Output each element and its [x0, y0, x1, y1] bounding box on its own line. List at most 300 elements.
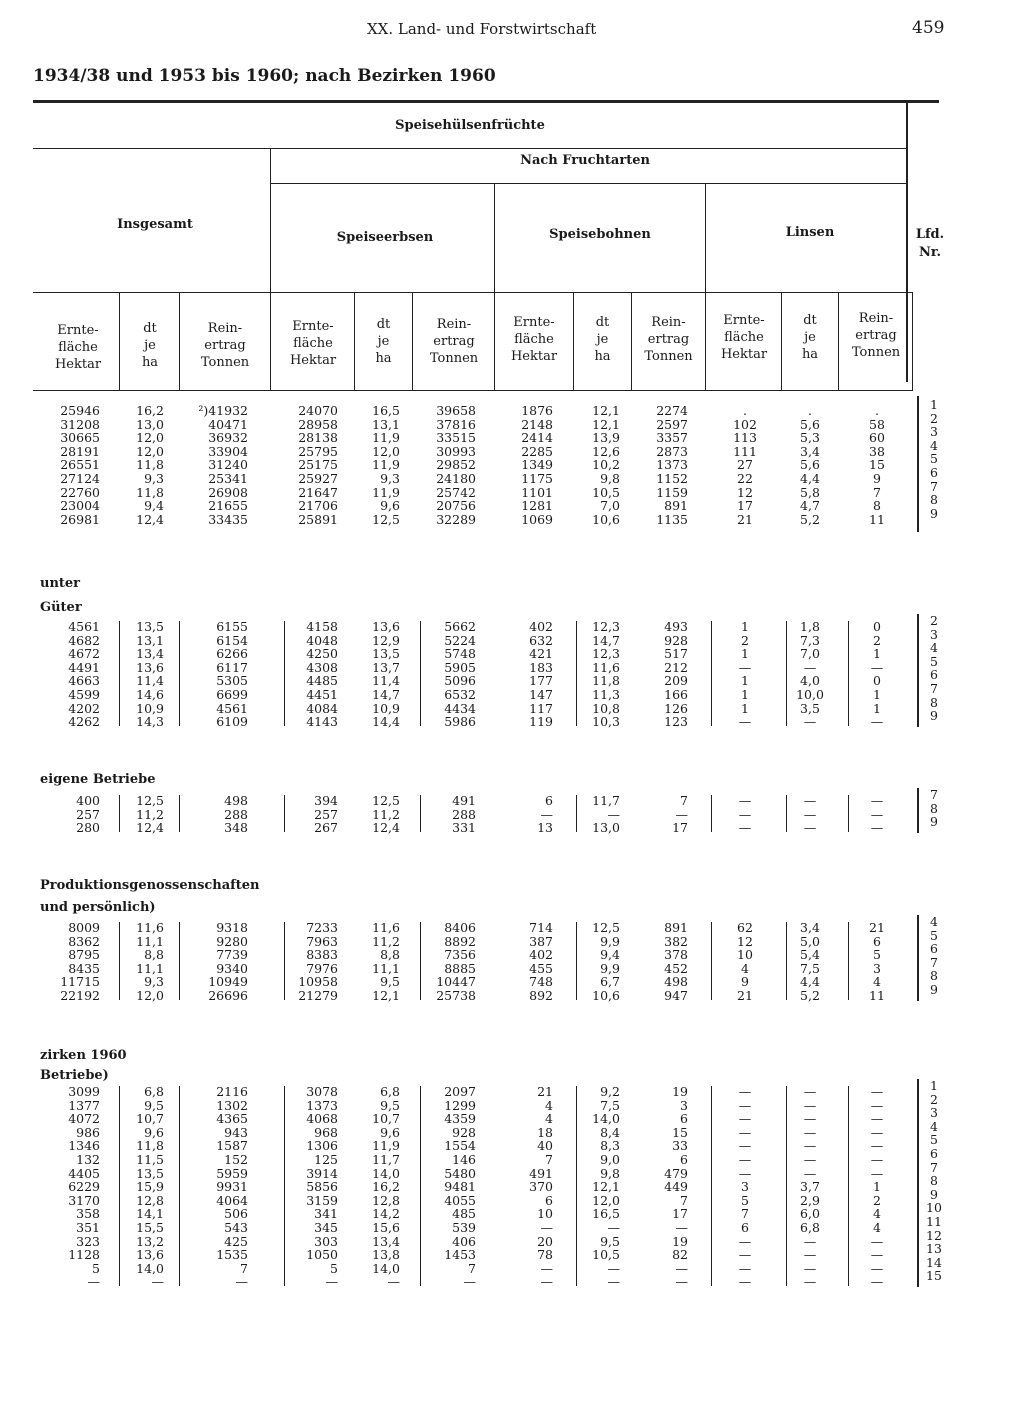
row-number: 12 — [926, 1227, 942, 1243]
table-cell: 4451 — [306, 687, 338, 702]
table-cell: 1587 — [216, 1138, 248, 1154]
table-cell: 14,6 — [136, 687, 164, 702]
table-cell: 12,4 — [136, 511, 164, 527]
table-cell: 370 — [529, 1179, 553, 1195]
table-cell: 21647 — [298, 484, 338, 500]
table-cell: 10,5 — [592, 1247, 620, 1263]
table-cell: 632 — [529, 632, 553, 648]
table-cell: 9,8 — [600, 1165, 620, 1181]
table-cell: 12,0 — [136, 988, 164, 1003]
table-cell: 25341 — [208, 471, 248, 486]
table-cell: 6109 — [216, 714, 248, 730]
table-cell: 539 — [452, 1220, 476, 1235]
table-cell: 6 — [680, 1152, 688, 1167]
table-cell: 7976 — [306, 960, 338, 976]
row-number: 5 — [930, 451, 938, 467]
table-cell: 1554 — [444, 1138, 476, 1154]
table-cell: 303 — [314, 1233, 338, 1249]
table-cell: — — [803, 793, 817, 808]
table-cell: 4 — [545, 1111, 553, 1127]
table-cell: 10447 — [436, 974, 476, 990]
table-cell: 119 — [529, 714, 553, 730]
table-cell: 4561 — [68, 619, 100, 634]
table-cell: 6,7 — [600, 974, 620, 990]
col-heading-area: Ernte- fläche Hektar — [720, 313, 768, 362]
table-cell: 5959 — [216, 1165, 248, 1181]
table-cell: 3099 — [68, 1084, 100, 1099]
table-cell: — — [738, 1165, 752, 1181]
table-cell: 452 — [664, 960, 688, 976]
table-cell: 13,6 — [372, 619, 400, 634]
table-cell: — — [870, 1111, 884, 1127]
table-cell: 378 — [664, 947, 688, 963]
row-number: 4 — [930, 1118, 938, 1134]
table-cell: 22 — [737, 471, 753, 486]
table-cell: 14,1 — [136, 1206, 164, 1222]
table-cell: 11,2 — [136, 806, 164, 822]
table-cell: 11,6 — [372, 920, 400, 935]
table-cell: 387 — [529, 933, 553, 949]
table-cell: . — [808, 403, 812, 418]
row-number: 6 — [930, 1146, 938, 1161]
table-cell: 9931 — [216, 1179, 248, 1195]
table-cell: 2097 — [444, 1084, 476, 1099]
table-cell: — — [870, 1084, 884, 1099]
col-heading-total: Rein- ertrag Tonnen — [200, 321, 250, 370]
table-cell: 9 — [741, 974, 749, 990]
table-cell: 402 — [529, 947, 553, 963]
row-number: 7 — [930, 954, 938, 970]
group-nach-fruchtarten: Nach Fruchtarten — [520, 153, 650, 168]
table-cell: 0 — [873, 673, 881, 689]
table-cell: 7,3 — [800, 632, 820, 648]
table-cell: 11,9 — [372, 430, 400, 446]
row-number: 3 — [930, 626, 938, 642]
table-cell: — — [803, 1233, 817, 1249]
table-cell: 6,8 — [380, 1084, 400, 1099]
table-cell: 9,3 — [144, 471, 164, 486]
table-cell: 10,0 — [796, 687, 824, 702]
table-cell: 1373 — [656, 457, 688, 473]
table-cell: — — [803, 1165, 817, 1181]
table-cell: — — [870, 806, 884, 822]
table-cell: 1876 — [521, 403, 553, 418]
table-cell: 2597 — [656, 416, 688, 432]
table-cell: 5 — [92, 1260, 100, 1276]
table-cell: — — [803, 1084, 817, 1099]
table-cell: 2116 — [216, 1084, 248, 1099]
table-cell: 8 — [873, 498, 881, 514]
table-cell: 13,4 — [372, 1233, 400, 1249]
table-cell: 9,3 — [144, 974, 164, 990]
table-cell: 288 — [452, 806, 476, 822]
table-cell: 12 — [737, 484, 753, 500]
table-cell: 37816 — [436, 416, 476, 432]
table-cell: 18 — [537, 1124, 553, 1140]
table-cell: 25946 — [60, 403, 100, 418]
table-cell: 40 — [537, 1138, 553, 1154]
row-number: 6 — [930, 941, 938, 957]
table-cell: 82 — [672, 1247, 688, 1263]
table-cell: . — [875, 403, 879, 418]
table-cell: 8795 — [68, 947, 100, 963]
table-cell: 1 — [741, 646, 749, 662]
table-cell: — — [675, 806, 688, 822]
table-cell: 126 — [664, 700, 688, 716]
table-cell: 21706 — [298, 498, 338, 514]
table-cell: 6117 — [216, 659, 248, 675]
table-cell: 32289 — [436, 511, 476, 527]
section-sublabel: Güter — [40, 600, 82, 615]
table-cell: 3 — [741, 1179, 749, 1195]
table-cell: 4485 — [306, 673, 338, 689]
table-cell: 12,0 — [136, 443, 164, 459]
table-cell: 543 — [224, 1220, 248, 1235]
table-cell: 3,4 — [800, 920, 820, 935]
table-cell: 4,7 — [800, 498, 820, 514]
table-cell: — — [540, 1260, 553, 1276]
table-cell: 3914 — [306, 1165, 338, 1181]
table-cell: 493 — [664, 619, 688, 634]
group-linsen: Linsen — [785, 225, 835, 240]
table-cell: 1 — [741, 673, 749, 689]
row-number: 9 — [930, 814, 938, 830]
table-cell: — — [803, 1260, 817, 1276]
table-cell: 15,9 — [136, 1179, 164, 1195]
table-cell: 1175 — [521, 471, 553, 486]
col-heading-yield: dt je ha — [375, 317, 392, 366]
table-cell: — — [607, 806, 620, 822]
table-cell: — — [675, 1220, 688, 1235]
table-cell: 10,3 — [592, 714, 620, 730]
table-cell: 1,8 — [800, 619, 820, 634]
table-cell: 7 — [680, 1192, 688, 1208]
table-cell: 1299 — [444, 1097, 476, 1113]
table-cell: 3078 — [306, 1084, 338, 1099]
table-cell: — — [803, 1274, 817, 1290]
table-cell: — — [870, 714, 884, 730]
table-cell: 323 — [76, 1233, 100, 1249]
table-cell: 1535 — [216, 1247, 248, 1263]
table-cell: 3 — [680, 1097, 688, 1113]
block-separator — [711, 922, 712, 1000]
table-cell: — — [607, 1274, 620, 1290]
table-cell: 5,2 — [800, 511, 820, 527]
table-cell: — — [870, 1233, 884, 1249]
table-cell: 7,0 — [800, 646, 820, 662]
table-cell: 10,8 — [592, 700, 620, 716]
table-cell: 26981 — [60, 511, 100, 527]
table-cell: 4068 — [306, 1111, 338, 1127]
table-cell: 506 — [224, 1206, 248, 1222]
table-cell: 1 — [873, 700, 881, 716]
table-cell: 14,4 — [372, 714, 400, 730]
rule-under-fruchtarten — [270, 183, 906, 184]
table-cell: 9,9 — [600, 960, 620, 976]
table-cell: 62 — [737, 920, 753, 935]
table-cell: — — [870, 1138, 884, 1154]
table-cell: 9,3 — [380, 471, 400, 486]
table-cell: 12,5 — [372, 511, 400, 527]
table-cell: 425 — [224, 1233, 248, 1249]
row-number: 3 — [930, 424, 938, 440]
block-separator — [711, 795, 712, 832]
table-cell: 4262 — [68, 714, 100, 730]
table-cell: 12,4 — [136, 820, 164, 836]
table-cell: 16,5 — [372, 403, 400, 418]
table-cell: 449 — [664, 1179, 688, 1195]
table-cell: 9 — [873, 471, 881, 486]
table-cell: 13,9 — [592, 430, 620, 446]
table-cell: 943 — [224, 1124, 248, 1140]
table-cell: 8,8 — [380, 947, 400, 963]
table-cell: 11715 — [60, 974, 100, 990]
table-cell: 2285 — [521, 443, 553, 459]
table-cell: 5986 — [444, 714, 476, 730]
table-cell: 25742 — [436, 484, 476, 500]
table-cell: 1101 — [521, 484, 553, 500]
row-number: 7 — [930, 478, 938, 494]
col-heading-yield: dt je ha — [141, 321, 159, 370]
table-cell: — — [870, 1260, 884, 1276]
chapter-title: XX. Land- und Forstwirtschaft — [367, 20, 597, 38]
table-cell: — — [463, 1274, 476, 1290]
group-insgesamt: Insgesamt — [117, 217, 193, 232]
section-sublabel: und persönlich) — [40, 900, 156, 915]
table-cell: — — [803, 1247, 817, 1263]
table-cell: 1306 — [306, 1138, 338, 1154]
table-cell: 5,3 — [800, 430, 820, 446]
table-cell: 40471 — [208, 416, 248, 432]
table-cell: 20756 — [436, 498, 476, 514]
table-cell: 132 — [76, 1152, 100, 1167]
table-cell: — — [870, 1124, 884, 1140]
table-cell: 498 — [664, 974, 688, 990]
table-cell: 21279 — [298, 988, 338, 1003]
table-cell: 5,6 — [800, 457, 820, 473]
table-cell: 9318 — [216, 920, 248, 935]
table-cell: 7,5 — [600, 1097, 620, 1113]
table-cell: 7 — [680, 793, 688, 808]
table-cell: 14,3 — [136, 714, 164, 730]
col-divider — [838, 292, 839, 390]
table-cell: 6155 — [216, 619, 248, 634]
table-cell: 117 — [529, 700, 553, 716]
row-number: 6 — [930, 667, 938, 683]
col-heading-area: Ernte- fläche Hektar — [289, 319, 337, 368]
page-number: 459 — [912, 18, 945, 38]
table-cell: 13,5 — [136, 619, 164, 634]
row-number: 7 — [930, 1159, 938, 1175]
table-cell: 12 — [737, 933, 753, 949]
table-cell: 21655 — [208, 498, 248, 514]
table-cell: 4365 — [216, 1111, 248, 1127]
table-cell: 13,8 — [372, 1247, 400, 1263]
table-cell: 4158 — [306, 619, 338, 634]
row-number: 5 — [930, 927, 938, 943]
table-cell: 15 — [672, 1124, 688, 1140]
table-cell: 60 — [869, 430, 885, 446]
table-cell: 9,5 — [144, 1097, 164, 1113]
table-cell: 14,7 — [372, 687, 400, 702]
table-cell: 10,9 — [372, 700, 400, 716]
table-cell: — — [540, 806, 553, 822]
table-cell: 4663 — [68, 673, 100, 689]
row-number: 1 — [930, 397, 938, 412]
table-cell: 11 — [869, 511, 885, 527]
table-cell: 3,7 — [800, 1179, 820, 1195]
table-cell: 7 — [545, 1152, 553, 1167]
table-cell: 12,1 — [592, 416, 620, 432]
table-cell: 11,2 — [372, 933, 400, 949]
table-cell: 25891 — [298, 511, 338, 527]
table-cell: — — [87, 1274, 100, 1290]
table-cell: 986 — [76, 1124, 100, 1140]
table-cell: 892 — [529, 988, 553, 1003]
table-cell: 8885 — [444, 960, 476, 976]
table-cell: 9,4 — [600, 947, 620, 963]
table-cell: 11 — [869, 988, 885, 1003]
col-divider — [119, 292, 120, 390]
table-cell: 1128 — [68, 1247, 100, 1263]
table-cell: 13,0 — [136, 416, 164, 432]
table-cell: 4202 — [68, 700, 100, 716]
table-cell: 8406 — [444, 920, 476, 935]
table-cell: 1050 — [306, 1247, 338, 1263]
table-cell: 6 — [741, 1220, 749, 1235]
table-cell: — — [870, 659, 884, 675]
table-cell: 13,6 — [136, 1247, 164, 1263]
table-cell: 16,2 — [372, 1179, 400, 1195]
table-cell: 4,0 — [800, 673, 820, 689]
table-cell: 58 — [869, 416, 885, 432]
table-cell: — — [870, 820, 884, 836]
table-cell: 4064 — [216, 1192, 248, 1208]
table-cell: 14,7 — [592, 632, 620, 648]
table-cell: 1373 — [306, 1097, 338, 1113]
table-cell: — — [607, 1220, 620, 1235]
table-cell: 4,4 — [800, 974, 820, 990]
row-number: 6 — [930, 465, 938, 480]
table-cell: 4 — [873, 1206, 881, 1222]
table-cell: 12,4 — [372, 820, 400, 836]
table-cell: 12,1 — [592, 1179, 620, 1195]
table-cell: 7 — [741, 1206, 749, 1222]
table-cell: 24070 — [298, 403, 338, 418]
table-cell: 1069 — [521, 511, 553, 527]
table-cell: 113 — [733, 430, 757, 446]
table-cell: — — [738, 659, 752, 675]
table-cell: 3357 — [656, 430, 688, 446]
table-cell: 267 — [314, 820, 338, 836]
table-cell: 11,7 — [592, 793, 620, 808]
table-cell: 183 — [529, 659, 553, 675]
table-cell: 11,4 — [136, 673, 164, 689]
table-cell: 257 — [314, 806, 338, 822]
table-cell: 12,1 — [592, 403, 620, 418]
table-cell: 16,5 — [592, 1206, 620, 1222]
table-cell: 11,1 — [372, 960, 400, 976]
table-cell: 5 — [741, 1192, 749, 1208]
row-number: 10 — [926, 1200, 942, 1216]
table-cell: 12,6 — [592, 443, 620, 459]
table-cell: 13,2 — [136, 1233, 164, 1249]
group-speisehuelsenfruechte: Speisehülsenfrüchte — [395, 118, 545, 133]
table-cell: ²)41932 — [198, 403, 248, 418]
table-cell: 947 — [664, 988, 688, 1003]
table-cell: 10 — [737, 947, 753, 963]
table-cell: 22760 — [60, 484, 100, 500]
table-cell: 4 — [873, 1220, 881, 1235]
table-cell: 5 — [330, 1260, 338, 1276]
table-cell: 13,4 — [136, 646, 164, 662]
table-cell: 13,6 — [136, 659, 164, 675]
table-cell: 12,5 — [136, 793, 164, 808]
table-cell: 5,4 — [800, 947, 820, 963]
table-cell: — — [235, 1274, 248, 1290]
table-cell: 11,7 — [372, 1152, 400, 1167]
table-cell: 10,6 — [592, 988, 620, 1003]
table-cell: 928 — [452, 1124, 476, 1140]
table-cell: 4672 — [68, 646, 100, 662]
block-separator — [711, 1086, 712, 1286]
page-title: 1934/38 und 1953 bis 1960; nach Bezirken 1960 — [33, 66, 496, 86]
table-cell: 12,0 — [136, 430, 164, 446]
table-cell: 9,9 — [600, 933, 620, 949]
table-cell: 5856 — [306, 1179, 338, 1195]
table-cell: 491 — [452, 793, 476, 808]
rule-bohnen-right — [705, 183, 706, 390]
table-cell: 19 — [672, 1233, 688, 1249]
table-cell: 13,1 — [136, 632, 164, 648]
table-cell: 11,6 — [136, 920, 164, 935]
table-cell: 13,5 — [372, 646, 400, 662]
table-cell: 9340 — [216, 960, 248, 976]
table-cell: 14,0 — [136, 1260, 164, 1276]
section-sublabel: Betriebe) — [40, 1068, 109, 1083]
row-number: 9 — [930, 708, 938, 724]
table-cell: 7 — [468, 1260, 476, 1276]
table-cell: — — [870, 793, 884, 808]
table-cell: 31240 — [208, 457, 248, 473]
table-cell: 6 — [873, 933, 881, 949]
table-cell: 20 — [537, 1233, 553, 1249]
table-cell: 0 — [873, 619, 881, 634]
table-cell: 9,5 — [380, 974, 400, 990]
table-cell: 257 — [76, 806, 100, 822]
row-number: 2 — [930, 1091, 938, 1107]
table-cell: 517 — [664, 646, 688, 662]
table-cell: 177 — [529, 673, 553, 689]
table-cell: 748 — [529, 974, 553, 990]
table-cell: 2,9 — [800, 1192, 820, 1208]
table-cell: 6699 — [216, 687, 248, 702]
table-cell: 21 — [737, 988, 753, 1003]
table-cell: 421 — [529, 646, 553, 662]
table-cell: — — [870, 1097, 884, 1113]
table-cell: — — [738, 1111, 752, 1127]
table-cell: 4072 — [68, 1111, 100, 1127]
col-heading-area: Ernte- fläche Hektar — [54, 323, 102, 372]
table-cell: 7963 — [306, 933, 338, 949]
table-cell: 9,8 — [600, 471, 620, 486]
table-cell: 4084 — [306, 700, 338, 716]
row-number: 8 — [930, 968, 938, 984]
table-cell: 6 — [680, 1111, 688, 1127]
table-cell: 1453 — [444, 1247, 476, 1263]
table-cell: 14,2 — [372, 1206, 400, 1222]
table-cell: 11,9 — [372, 1138, 400, 1154]
